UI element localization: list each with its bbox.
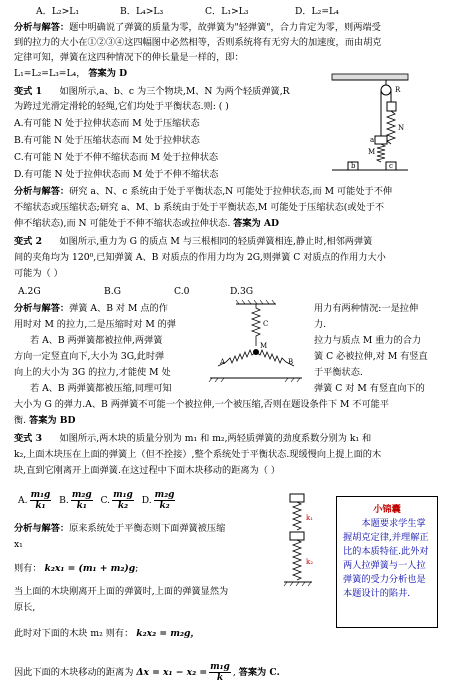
- v1-label: 变式 1: [14, 86, 42, 97]
- fig3-label-k1: k₁: [306, 514, 314, 522]
- analysis1-equation: L₁=L₂=L₃=L₄，: [14, 68, 86, 79]
- v3-a1: 原来系统处于平衡态则下面弹簧被压缩: [69, 523, 226, 534]
- v3-analysis-label: 分析与解答：: [14, 523, 70, 534]
- v3-option-c: C. $\frac{\text{m₁g}}{\text{k₂}}$: [100, 490, 133, 511]
- analysis1-line1: [14, 22, 381, 34]
- tip-title: 小锦囊: [373, 504, 401, 515]
- v3-analysis-line7: 因此下面的木块移动的距离为 Δx = x₁ − x₂ = $\frac{\text{m₁g}}{k}$ , 答案为 C.: [14, 662, 280, 683]
- v2-analysis-line4: 方向一定竖直向下,大小为 3G,此时弹: [14, 351, 165, 362]
- v3-analysis-line4: 当上面的木块刚离开上面的弹簧时,上面的弹簧显然为: [14, 586, 229, 597]
- v2-analysis-line6: 若 A、B 两弹簧都被压缩,同理可知: [30, 383, 172, 394]
- v2-q1: 如图所示,重力为 G 的质点 M 与三根相同的轻质弹簧相连,静止时,相邻两弹簧: [59, 236, 373, 247]
- v3-analysis-line3: 则有： k₂x₁ = (m₁ + m₂)g;: [14, 563, 139, 574]
- fig2-label-b: B: [288, 358, 294, 366]
- analysis1-answer: 答案为 D: [88, 68, 128, 79]
- fig1-label-r: R: [395, 86, 401, 94]
- fig1-label-n: N: [398, 124, 405, 132]
- v3-analysis-line6: [14, 628, 200, 640]
- v2-a8: 衡.: [14, 415, 27, 426]
- v3-option-d: D. $\frac{\text{m₂g}}{\text{k₂}}$: [141, 490, 175, 511]
- analysis1-line4: [14, 68, 127, 80]
- tip-box: [336, 496, 438, 628]
- v2-analysis-line3: 若 A、B 两弹簧都被拉伸,两弹簧: [30, 335, 163, 346]
- v1-question-line1: [14, 86, 290, 98]
- v1-analysis-line1: [14, 186, 392, 198]
- v1-option-b: B.有可能 N 处于压缩状态而 M 处于拉伸状态: [14, 135, 200, 146]
- v2-question-line2: 间的夹角均为 120⁰,已知弹簧 A、B 对质点的作用力均为 2G,则弹簧 C 对质点的作用力大小: [14, 252, 386, 263]
- v3-eq3: Δx = x₁ − x₂ =: [136, 667, 208, 678]
- three-spring-figure: [206, 298, 306, 384]
- v1-question-line2: 为跨过光滑定滑轮的轻绳,它们均处于平衡状态.则: ( ): [14, 101, 229, 112]
- v2-right-line5: 于平衡状态.: [314, 367, 363, 378]
- tip-body: 本题要求学生掌握胡克定律,并理解正比的本质特征.此外对两人拉弹簧与一人拉弹簧的受力分析也是本题设计的陷井.: [343, 518, 429, 599]
- v2-analysis-label: 分析与解答：: [14, 303, 70, 314]
- top-option-b: B．L₄>L₃: [120, 6, 164, 17]
- analysis1-text1: 题中明确说了弹簧的质量为零，故弹簧为"轻弹簧"，合力肯定为零，则两端受: [69, 22, 381, 33]
- v3-a3: 则有：: [14, 563, 42, 574]
- analysis1-line3: 定律可知，弹簧在这四种情况下的伸长量是一样的，即：: [14, 52, 244, 63]
- stacked-spring-figure: [280, 490, 320, 600]
- v3-option-a: A. $\frac{\text{m₁g}}{\text{k₁}}$: [18, 490, 51, 511]
- v2-right-line6: 弹簧 C 对 M 有竖直向下的: [314, 383, 425, 394]
- top-option-c: C．L₁>L₃: [205, 6, 249, 17]
- v2-option-d: D.3G: [230, 286, 254, 297]
- v3-question-line1: [14, 433, 371, 445]
- v2-analysis-line1: [14, 303, 168, 315]
- v2-question-line1: [14, 236, 372, 248]
- fig1-label-c: c: [389, 162, 393, 170]
- fig2-label-c: C: [263, 320, 269, 328]
- v2-question-line3: 可能为（ ）: [14, 268, 63, 279]
- fig2-label-a: A: [220, 358, 226, 366]
- v1-answer: 答案为 AD: [233, 218, 280, 229]
- v2-analysis-line7: 大小为 G 的弹力.A、B 两弹簧不可能一个被拉伸,一个被压缩,否则在题设条件下 M 不可能平: [14, 399, 390, 410]
- v3-answer: 答案为 C.: [238, 667, 280, 678]
- v2-analysis-line8: [14, 415, 76, 427]
- v1-analysis-label: 分析与解答：: [14, 186, 70, 197]
- v1-a3: 伸不缩状态),而 N 可能处于不伸不缩状态或拉伸状态.: [14, 218, 231, 229]
- v1-analysis-line3: [14, 218, 279, 230]
- v1-option-c: C.有可能 N 处于不伸不缩状态而 M 处于拉伸状态: [14, 152, 219, 163]
- v3-eq1: k₂x₁ = (m₁ + m₂)g: [44, 563, 136, 574]
- v3-analysis-line2: x₁: [14, 539, 23, 550]
- v3-label: 变式 3: [14, 433, 42, 444]
- analysis1-label: 分析与解答：: [14, 22, 70, 33]
- v2-a1: 弹簧 A、B 对 M 点的作: [69, 303, 168, 314]
- v2-right-line3: 拉力与质点 M 重力的合力: [314, 335, 422, 346]
- v1-q1: 如图所示,a、b、c 为三个物块,M、N 为两个轻质弹簧,R: [59, 86, 290, 97]
- analysis1-line2: 到的拉力的大小在①②③④这四幅图中必然相等，否则系统将有无穷大的加速度，而由胡克: [14, 37, 382, 48]
- v2-analysis-line2: 用时对 M 的拉力,二是压缩时对 M 的弹: [14, 319, 177, 330]
- v3-a6: 此时对下面的木块 m₂ 则有：: [14, 628, 134, 639]
- v3-a7: 因此下面的木块移动的距离为: [14, 667, 134, 678]
- fig1-label-a: a: [370, 136, 375, 144]
- fig3-label-k2: k₂: [306, 558, 314, 566]
- v3-analysis-line1: [14, 523, 225, 535]
- v2-analysis-line5: 向上的大小为 3G 的拉力,才能使 M 处: [14, 367, 171, 378]
- v2-option-a: A.2G: [18, 286, 41, 297]
- v1-analysis-line2: 不缩状态或压缩状态;研究 a、M、b 系统由于处于平衡状态,M 可能处于压缩状态(或处于不: [14, 202, 385, 213]
- v2-option-b: B.G: [104, 286, 122, 297]
- v2-right-line4: 簧 C 必被拉伸,对 M 有竖直: [314, 351, 428, 362]
- v2-label: 变式 2: [14, 236, 42, 247]
- fig1-label-b: b: [351, 162, 356, 170]
- v3-eq2: k₂x₂ = m₂g，: [136, 628, 200, 639]
- v2-right-line1: 用力有两种情况:一是拉伸: [314, 303, 419, 314]
- v3-question-line3: 块,直到它刚离开上面弹簧.在这过程中下面木块移动的距离为（ ）: [14, 465, 281, 476]
- v3-question-line2: k₂,上面木块压在上面的弹簧上（但不拴接）,整个系统处于平衡状态.现缓慢向上提上面的木: [14, 449, 382, 460]
- v3-option-b: B. $\frac{\text{m₂g}}{\text{k₁}}$: [59, 490, 92, 511]
- top-option-d: D．L₂=L₄: [295, 6, 339, 17]
- v3-options: [18, 490, 177, 511]
- v1-option-d: D.有可能 N 处于拉伸状态而 M 处于不伸不缩状态: [14, 169, 219, 180]
- v1-a1: 研究 a、N、c 系统由于处于平衡状态,N 可能处于拉伸状态,而 M 可能处于不伸: [69, 186, 393, 197]
- fig2-label-m: M: [260, 342, 268, 350]
- v1-option-a: A.有可能 N 处于拉伸状态而 M 处于压缩状态: [14, 118, 200, 129]
- v2-answer: 答案为 BD: [29, 415, 76, 426]
- v2-option-c: C.0: [174, 286, 190, 297]
- v2-right-line2: 力.: [314, 319, 327, 330]
- v3-analysis-line5: 原长,: [14, 602, 36, 613]
- pulley-spring-figure: [330, 72, 410, 174]
- top-option-a: A．L₂>L₁: [36, 6, 80, 17]
- fig1-label-m: M: [368, 148, 376, 156]
- v3-q1: 如图所示,两木块的质量分别为 m₁ 和 m₂,两轻质弹簧的劲度系数分别为 k₁ 和: [59, 433, 372, 444]
